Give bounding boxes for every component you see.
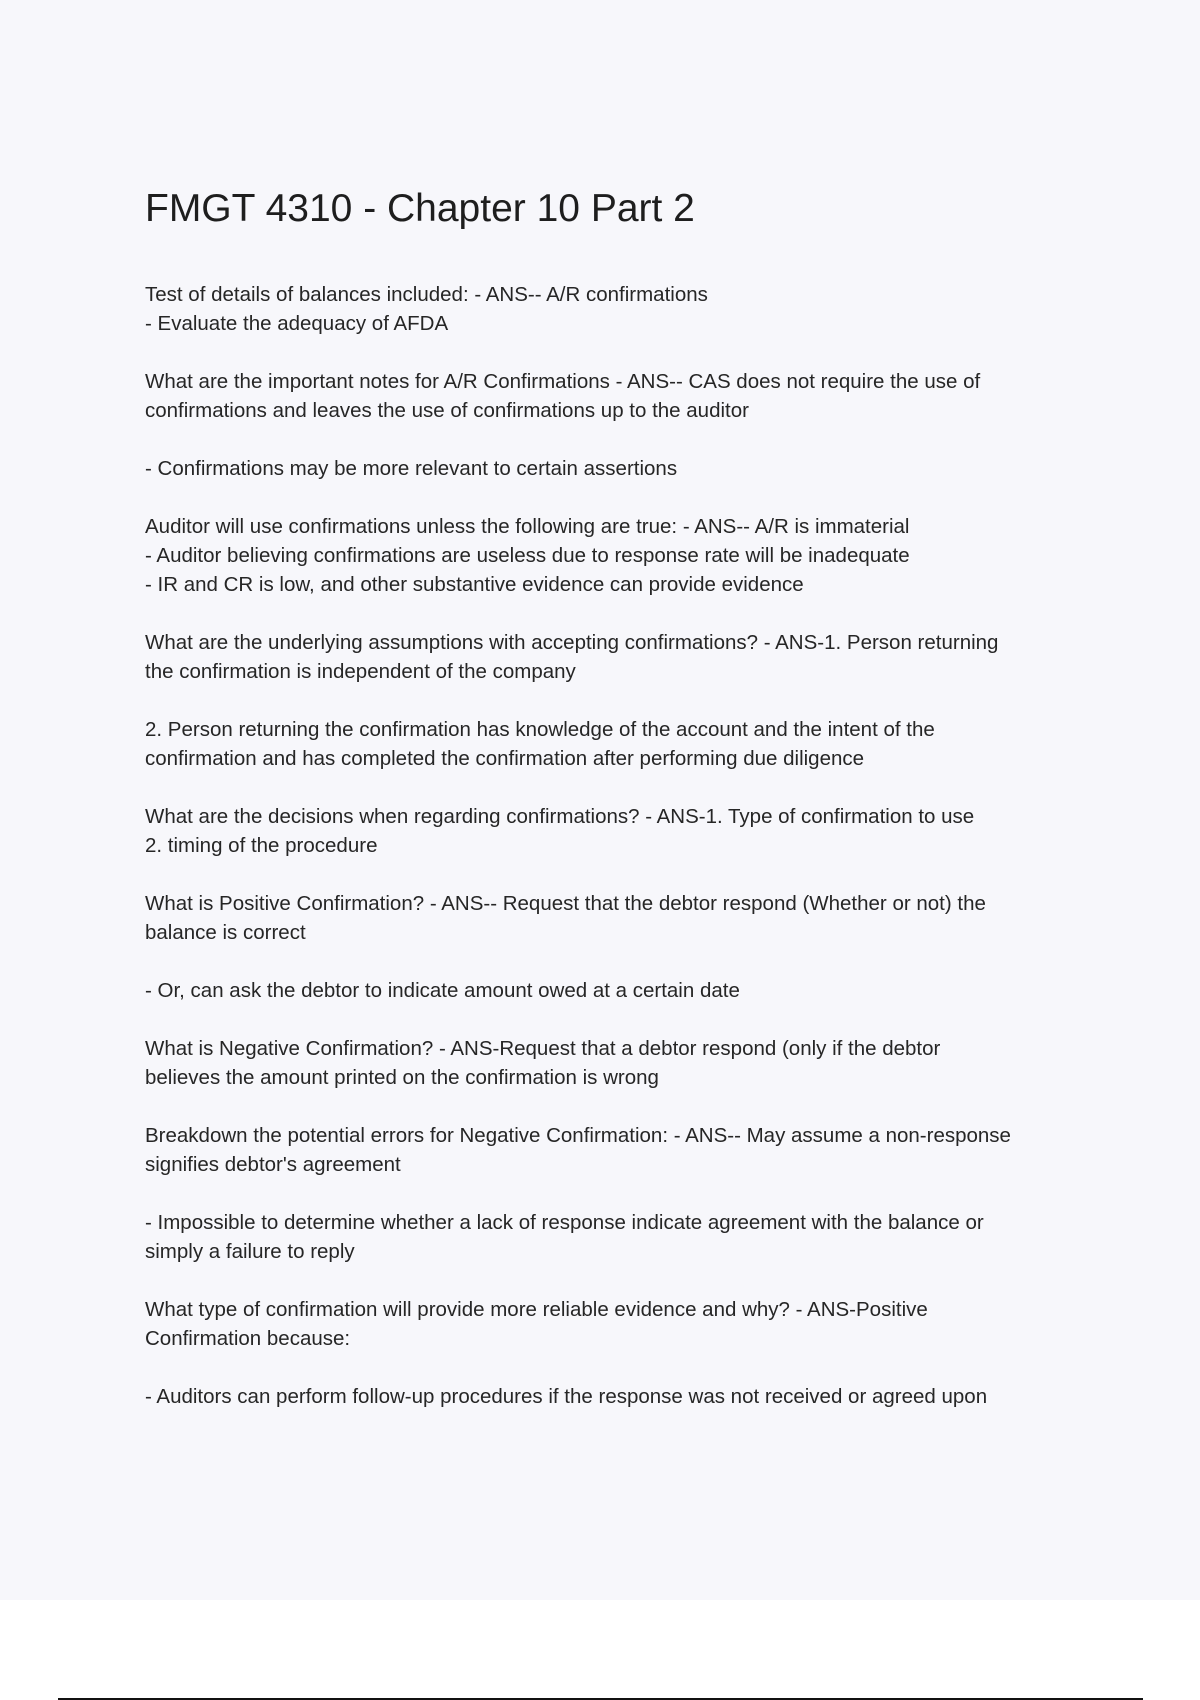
paragraph-gap xyxy=(145,1092,1105,1121)
text-line: Breakdown the potential errors for Negative Confirmation: - ANS-- May assume a non-response xyxy=(145,1124,1011,1147)
text-line: believes the amount printed on the confirmation is wrong xyxy=(145,1066,659,1089)
paragraph xyxy=(145,1295,1105,1353)
page-title: FMGT 4310 - Chapter 10 Part 2 xyxy=(145,187,695,230)
paragraph-gap xyxy=(145,599,1105,628)
paragraph xyxy=(145,715,1105,773)
paragraph xyxy=(145,280,1105,338)
paragraph-gap xyxy=(145,686,1105,715)
paragraph-gap xyxy=(145,1005,1105,1034)
text-line: - IR and CR is low, and other substantive evidence can provide evidence xyxy=(145,573,804,596)
paragraph xyxy=(145,1034,1105,1092)
text-line: simply a failure to reply xyxy=(145,1240,355,1263)
text-line: What are the underlying assumptions with accepting confirmations? - ANS-1. Person returning xyxy=(145,631,999,654)
paragraph xyxy=(145,367,1105,425)
paragraph xyxy=(145,1208,1105,1266)
text-line: 2. timing of the procedure xyxy=(145,834,378,857)
text-line: - Impossible to determine whether a lack of response indicate agreement with the balance or xyxy=(145,1211,984,1234)
text-line: signifies debtor's agreement xyxy=(145,1153,401,1176)
text-line: 2. Person returning the confirmation has knowledge of the account and the intent of the xyxy=(145,718,935,741)
paragraph xyxy=(145,976,1105,1005)
text-line: What is Negative Confirmation? - ANS-Request that a debtor respond (only if the debtor xyxy=(145,1037,941,1060)
text-line: Test of details of balances included: - ANS-- A/R confirmations xyxy=(145,283,708,306)
text-line: the confirmation is independent of the company xyxy=(145,660,576,683)
paragraph-gap xyxy=(145,1266,1105,1295)
text-line: Confirmation because: xyxy=(145,1327,351,1350)
paragraph xyxy=(145,802,1105,860)
document-body xyxy=(145,280,1105,1411)
paragraph-gap xyxy=(145,947,1105,976)
text-line: confirmation and has completed the confirmation after performing due diligence xyxy=(145,747,865,770)
text-line: - Auditors can perform follow-up procedures if the response was not received or agreed upon xyxy=(145,1385,988,1408)
paragraph xyxy=(145,454,1105,483)
paragraph-gap xyxy=(145,1179,1105,1208)
text-line: What are the important notes for A/R Confirmations - ANS-- CAS does not require the use of xyxy=(145,370,981,393)
text-line: - Auditor believing confirmations are useless due to response rate will be inadequate xyxy=(145,544,910,567)
paragraph-gap xyxy=(145,338,1105,367)
paragraph-gap xyxy=(145,483,1105,512)
paragraph xyxy=(145,889,1105,947)
text-line: Auditor will use confirmations unless the following are true: - ANS-- A/R is immaterial xyxy=(145,515,910,538)
text-line: What are the decisions when regarding confirmations? - ANS-1. Type of confirmation to use xyxy=(145,805,975,828)
text-line: balance is correct xyxy=(145,921,306,944)
text-line: What type of confirmation will provide more reliable evidence and why? - ANS-Positive xyxy=(145,1298,928,1321)
paragraph-gap xyxy=(145,773,1105,802)
paragraph-gap xyxy=(145,425,1105,454)
paragraph xyxy=(145,1382,1105,1411)
paragraph-gap xyxy=(145,860,1105,889)
text-line: - Or, can ask the debtor to indicate amount owed at a certain date xyxy=(145,979,740,1002)
paragraph-gap xyxy=(145,1353,1105,1382)
paragraph xyxy=(145,628,1105,686)
text-line: confirmations and leaves the use of confirmations up to the auditor xyxy=(145,399,749,422)
paragraph xyxy=(145,1121,1105,1179)
text-line: - Evaluate the adequacy of AFDA xyxy=(145,312,449,335)
text-line: What is Positive Confirmation? - ANS-- Request that the debtor respond (Whether or not) the xyxy=(145,892,986,915)
document-content xyxy=(145,183,1105,1411)
text-line: - Confirmations may be more relevant to certain assertions xyxy=(145,457,678,480)
paragraph xyxy=(145,512,1105,599)
